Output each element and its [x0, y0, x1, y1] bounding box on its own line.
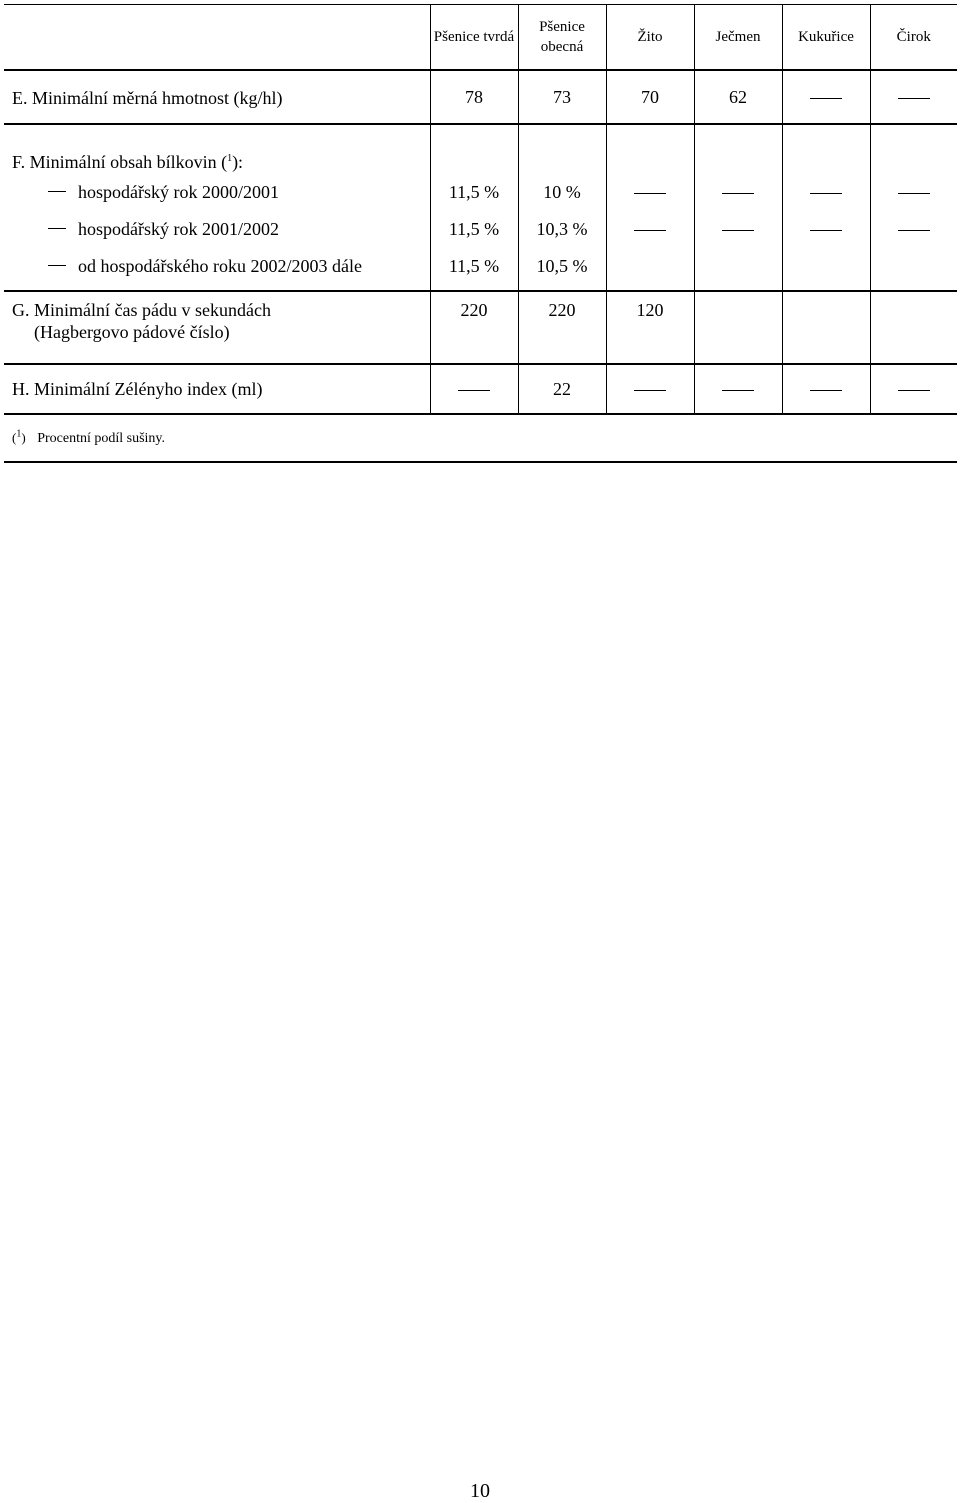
footnote-ref: 1	[227, 153, 233, 164]
dash-mark	[810, 390, 842, 391]
row-g-label	[4, 291, 430, 364]
row-f-item-3	[4, 247, 957, 291]
header-sorghum: Čirok	[870, 5, 957, 71]
dash-mark	[634, 193, 666, 194]
row-f-label	[4, 124, 430, 173]
header-empty-cell	[4, 5, 430, 71]
row-f-item-1	[4, 173, 957, 210]
dash-mark	[810, 98, 842, 99]
dash-mark	[810, 230, 842, 231]
row-g-falling-number	[4, 291, 957, 364]
dash-mark	[722, 230, 754, 231]
dash-mark	[898, 390, 930, 391]
row-f-item-2	[4, 210, 957, 247]
row-e-label: E. Minimální měrná hmotnost (kg/hl)	[4, 70, 430, 124]
row-h-label: H. Minimální Zélényho index (ml)	[4, 364, 430, 414]
header-durum-wheat: Pšenice tvrdá	[430, 5, 518, 71]
dash-mark	[634, 230, 666, 231]
row-g-label-line2: (Hagbergovo pádové číslo)	[34, 322, 230, 342]
grain-requirements-table	[4, 4, 957, 463]
header-common-wheat: Pšenice obecná	[518, 5, 606, 71]
row-f2-common: 10,3 %	[518, 210, 606, 247]
row-f-title	[4, 124, 957, 173]
footnote-open: (	[12, 429, 17, 445]
dash-mark	[898, 230, 930, 231]
row-e-sorghum	[870, 70, 957, 124]
row-f3-common: 10,5 %	[518, 247, 606, 291]
bullet-dash	[48, 265, 66, 266]
row-f-label-suffix: ):	[232, 152, 244, 172]
dash-mark	[898, 193, 930, 194]
row-g-label-line1: G. Minimální čas pádu v sekundách	[12, 300, 271, 320]
row-g-rye: 120	[606, 291, 694, 364]
footnote-row	[4, 414, 957, 462]
footnote	[4, 414, 957, 462]
row-e-durum: 78	[430, 70, 518, 124]
header-maize: Kukuřice	[782, 5, 870, 71]
bullet-dash	[48, 228, 66, 229]
dash-mark	[898, 98, 930, 99]
row-e-common: 73	[518, 70, 606, 124]
bullet-dash	[48, 191, 66, 192]
row-f-item-2-label: hospodářský rok 2001/2002	[78, 218, 279, 239]
row-h-common: 22	[518, 364, 606, 414]
dash-mark	[722, 193, 754, 194]
row-f-label-text: F. Minimální obsah bílkovin (	[12, 152, 228, 172]
header-barley: Ječmen	[694, 5, 782, 71]
footnote-number: 1	[16, 427, 22, 439]
page-number: 10	[470, 1480, 490, 1502]
dash-mark	[810, 193, 842, 194]
table-header-row	[4, 5, 957, 71]
dash-mark	[722, 390, 754, 391]
row-h-zeleny-index	[4, 364, 957, 414]
row-e-barley: 62	[694, 70, 782, 124]
row-f2-durum: 11,5 %	[430, 210, 518, 247]
row-e-maize	[782, 70, 870, 124]
row-g-durum: 220	[430, 291, 518, 364]
row-f-item-1-label: hospodářský rok 2000/2001	[78, 181, 279, 202]
footnote-close: )	[21, 429, 26, 445]
row-e-rye: 70	[606, 70, 694, 124]
row-g-common: 220	[518, 291, 606, 364]
dash-mark	[634, 390, 666, 391]
row-f3-durum: 11,5 %	[430, 247, 518, 291]
row-e-specific-weight	[4, 70, 957, 124]
row-f-item-3-label: od hospodářského roku 2002/2003 dále	[78, 255, 362, 276]
row-f1-common: 10 %	[518, 173, 606, 210]
row-f1-durum: 11,5 %	[430, 173, 518, 210]
footnote-text: Procentní podíl sušiny.	[37, 430, 165, 446]
dash-mark	[458, 390, 490, 391]
header-rye: Žito	[606, 5, 694, 71]
